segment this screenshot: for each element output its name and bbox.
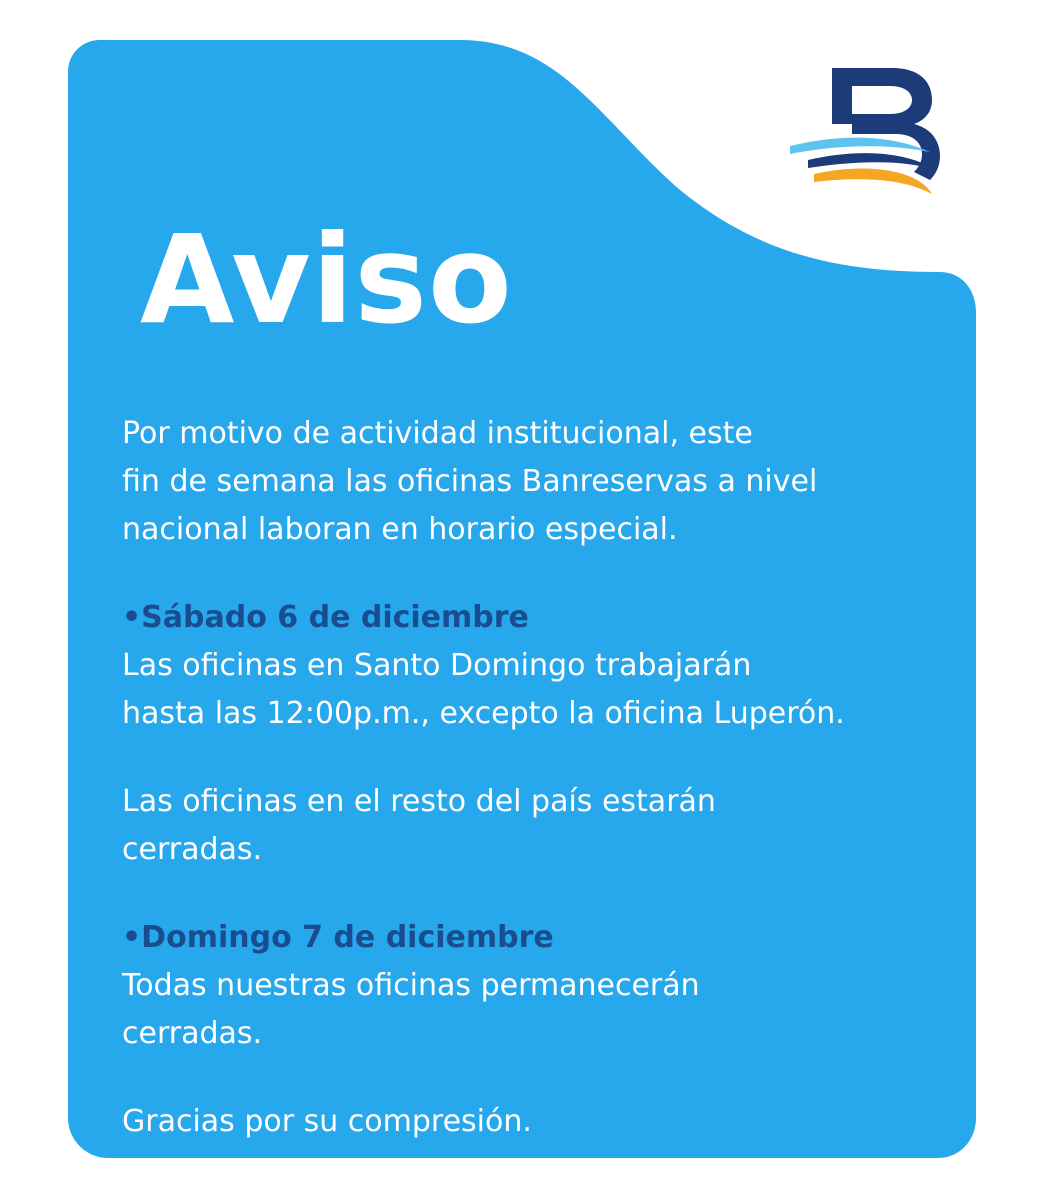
closing-paragraph	[122, 1098, 952, 1146]
banreservas-logo-icon	[780, 48, 960, 208]
saturday-line: Las oficinas en Santo Domingo trabajarán	[122, 648, 752, 683]
sunday-line: Todas nuestras oficinas permanecerán	[122, 968, 700, 1003]
intro-paragraph	[122, 410, 952, 554]
intro-line: nacional laboran en horario especial.	[122, 512, 678, 547]
sunday-heading: •Domingo 7 de diciembre	[122, 920, 554, 955]
sunday-section	[122, 914, 952, 1058]
notice-title: Aviso	[140, 209, 513, 351]
sunday-line: cerradas.	[122, 1016, 263, 1051]
saturday-line: hasta las 12:00p.m., excepto la oficina Luperón.	[122, 696, 845, 731]
saturday-section	[122, 594, 952, 738]
intro-line: Por motivo de actividad institucional, este	[122, 416, 753, 451]
rest-of-country-paragraph	[122, 778, 952, 874]
saturday-heading: •Sábado 6 de diciembre	[122, 600, 529, 635]
notice-body	[122, 410, 952, 1186]
intro-line: fin de semana las oficinas Banreservas a nivel	[122, 464, 818, 499]
closing-line: Gracias por su compresión.	[122, 1104, 532, 1139]
rest-of-country-line: Las oficinas en el resto del país estarán	[122, 784, 716, 819]
rest-of-country-line: cerradas.	[122, 832, 263, 867]
